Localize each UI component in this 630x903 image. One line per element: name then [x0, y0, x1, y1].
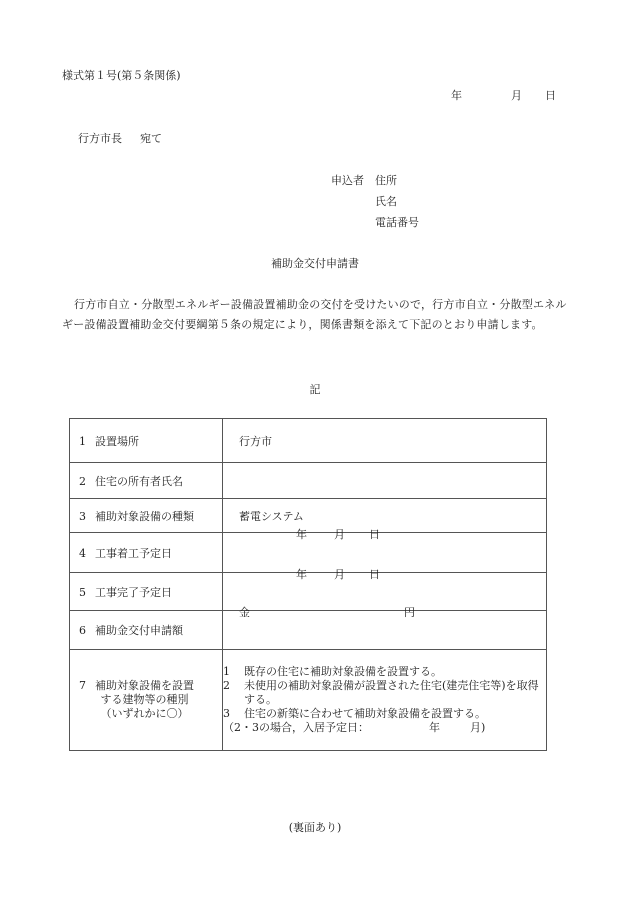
row-label-line: 補助対象設備を設置 — [95, 679, 194, 692]
row-number: 4 — [79, 546, 86, 560]
row-label — [70, 499, 223, 533]
applicant-address-label: 住所 — [375, 174, 397, 187]
row-number: 2 — [79, 474, 86, 488]
table-row — [70, 573, 547, 611]
equipment-type-field[interactable]: 蓄電システム — [223, 499, 547, 533]
construction-end-date-field[interactable] — [223, 568, 547, 611]
row-number: 1 — [79, 434, 86, 448]
body-text: 行方市自立・分散型エネルギー設備設置補助金の交付を受けたいので，行方市自立・分散型エネルギー設備設置補助金交付要綱第５条の規定により，関係書類を添えて下記のとおり申請します。 — [62, 298, 567, 331]
amount-prefix: 金 — [239, 606, 250, 619]
option-text: 住宅の新築に合わせて補助対象設備を設置する。 — [244, 707, 486, 720]
row-label — [70, 533, 223, 573]
building-type-options — [223, 650, 547, 751]
row-label-text: 補助金交付申請額 — [95, 624, 183, 637]
applicant-name-label: 氏名 — [375, 195, 397, 208]
note-year: 年 — [429, 721, 440, 734]
start-month-label: 月 — [334, 528, 345, 541]
ki-heading: 記 — [309, 383, 321, 396]
table-row — [70, 463, 547, 499]
option-text: 既存の住宅に補助対象設備を設置する。 — [244, 665, 442, 678]
table-row — [70, 419, 547, 463]
row-label — [70, 419, 223, 463]
table-row — [70, 611, 547, 650]
row-label — [70, 573, 223, 611]
owner-name-field[interactable] — [223, 463, 547, 499]
option-number: 1 — [223, 665, 230, 678]
table-row — [70, 499, 547, 533]
addressee-name: 行方市長 — [78, 132, 122, 145]
application-table — [69, 418, 547, 751]
document-title: 補助金交付申請書 — [271, 257, 359, 270]
row-label — [70, 463, 223, 499]
table-row — [70, 650, 547, 751]
end-month-label: 月 — [334, 568, 345, 581]
option-text: 未使用の補助対象設備が設置された住宅(建売住宅等)を取得する。 — [244, 679, 539, 706]
amount-suffix: 円 — [404, 606, 415, 619]
grant-amount-field[interactable] — [223, 606, 547, 650]
location-field[interactable]: 行方市 — [223, 419, 547, 463]
row-label-line: する建物等の種別 — [100, 693, 189, 706]
back-page-note: (裏面あり) — [288, 821, 342, 834]
note-month: 月) — [470, 721, 486, 734]
note-text: （2・3の場合，入居予定日： — [223, 721, 369, 734]
addressee — [78, 130, 162, 146]
row-label-text: 住宅の所有者氏名 — [95, 474, 183, 488]
option-number: 2 — [223, 679, 230, 692]
construction-start-date-field[interactable] — [223, 528, 547, 573]
option-item[interactable] — [223, 679, 546, 707]
row-number: 6 — [79, 624, 86, 637]
option-item[interactable] — [223, 707, 546, 721]
applicant-phone-label: 電話番号 — [375, 216, 419, 229]
date-day-label: 日 — [545, 89, 556, 102]
end-day-label: 日 — [369, 568, 380, 581]
start-day-label: 日 — [369, 528, 380, 541]
option-item[interactable] — [223, 665, 546, 679]
row-label-text: 工事完了予定日 — [95, 585, 172, 599]
row-number: 5 — [79, 585, 86, 599]
row-label-text: 工事着工予定日 — [95, 546, 172, 560]
option-number: 3 — [223, 707, 230, 720]
applicant-label: 申込者 — [331, 174, 364, 187]
table-row — [70, 533, 547, 573]
date-month-label: 月 — [511, 89, 522, 102]
row-number: 7 — [79, 679, 86, 692]
row-number: 3 — [79, 509, 86, 523]
row-label-line: （いずれかに〇） — [100, 707, 189, 720]
end-year-label: 年 — [296, 568, 307, 581]
move-in-date-note[interactable] — [223, 721, 546, 735]
date-year-label: 年 — [451, 89, 462, 102]
addressee-honorific: 宛て — [140, 132, 162, 145]
row-label-text: 設置場所 — [95, 434, 139, 448]
start-year-label: 年 — [296, 528, 307, 541]
row-label — [70, 650, 223, 751]
form-number: 様式第１号(第５条関係) — [62, 69, 181, 82]
row-label — [70, 611, 223, 650]
row-label-text: 補助対象設備の種類 — [95, 509, 194, 523]
